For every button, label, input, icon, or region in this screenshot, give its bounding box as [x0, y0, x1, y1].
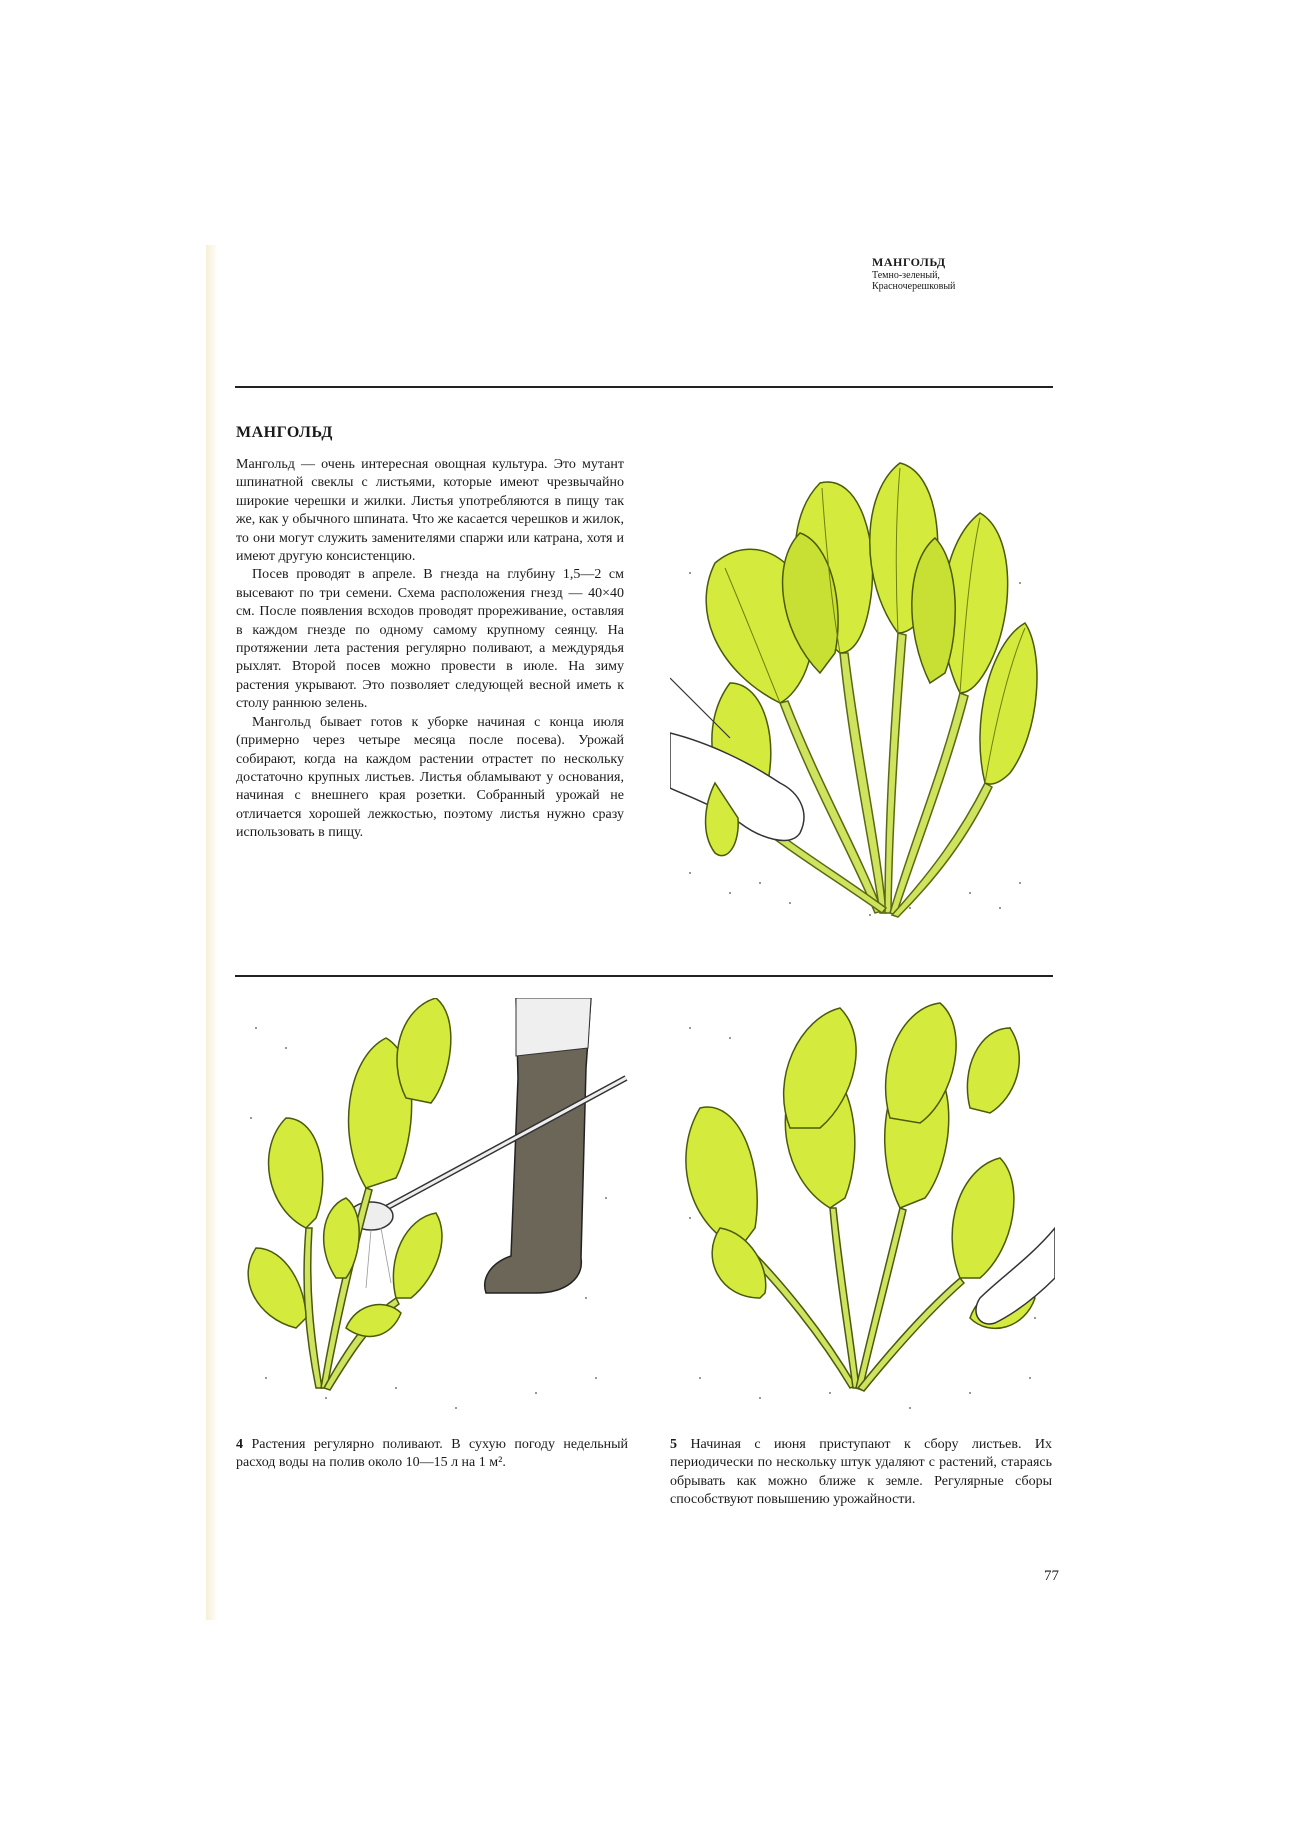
middle-rule	[235, 975, 1053, 977]
chard-leaves	[706, 463, 1037, 813]
caption-4-text: Растения регулярно поливают. В сухую погоду недельный расход воды на полив около 10—15 л на 1 м².	[236, 1437, 629, 1471]
caption-5	[670, 1436, 1052, 1510]
caption-5-text: Начиная с июня приступают к сбору листьев. Их периодически по нескольку штук удаляют с растений, стараясь обрывать как можно ближе к земле. Регулярные сборы способствуют повышению урожайности.	[670, 1437, 1052, 1508]
header-variety-1: Темно-зеленый,	[872, 269, 940, 281]
watering-illustration	[236, 998, 628, 1423]
paragraph-1: Мангольд — очень интересная овощная культура. Это мутант шпинатной свеклы с листьями, которые имеют чрезвычайно широкие черешки и жилки. Листья употребляются в пищу так же, как у обычного шпината. Что же касается черешков и жилок, то они могут служить заменителями спаржи или катрана, хотя и имеют другую консистенцию.	[236, 457, 624, 565]
running-header	[872, 256, 1172, 293]
paragraph-3: Мангольд бывает готов к уборке начиная с конца июля (примерно через четыре месяца после посева). Урожай собирают, когда на каждом растении отрастет по нескольку достаточно крупных листьев. Листья обламывают у основания, начиная с внешнего края розетки. Собранный урожай не отличается хорошей лежкостью, поэтому листья нужно сразу использовать в пищу.	[236, 714, 624, 841]
body-text	[236, 456, 624, 843]
caption-5-number: 5	[670, 1437, 677, 1452]
caption-4-number: 4	[236, 1437, 243, 1452]
paragraph-2: Посев проводят в апреле. В гнезда на глубину 1,5—2 см высевают по три семени. Схема расположения гнезд — 40×40 см. После появления всходов проводят прореживание, оставляя в каждом гнезде по одному самому крупному сеянцу. На протяжении лета растения регулярно поливают, а междурядья рыхлят. Второй посев можно провести в июле. На зиму растения укрывают. Это позволяет следующей весной иметь к столу раннюю зелень.	[236, 567, 624, 712]
caption-4	[236, 1436, 628, 1473]
plant-stems	[740, 1208, 964, 1391]
plant-leaves	[248, 998, 451, 1336]
harvest-illustration	[670, 998, 1055, 1423]
header-title: МАНГОЛЬД	[872, 255, 946, 269]
header-variety-2: Красночерешковый	[872, 281, 956, 293]
page-spine-shadow	[206, 245, 218, 1620]
top-rule	[235, 386, 1053, 388]
section-title: МАНГОЛЬД	[236, 424, 333, 441]
plant-leaves	[686, 1003, 1035, 1328]
chard-plant-illustration	[670, 453, 1050, 923]
page-number: 77	[1044, 1568, 1059, 1584]
trouser-leg	[516, 998, 591, 1056]
